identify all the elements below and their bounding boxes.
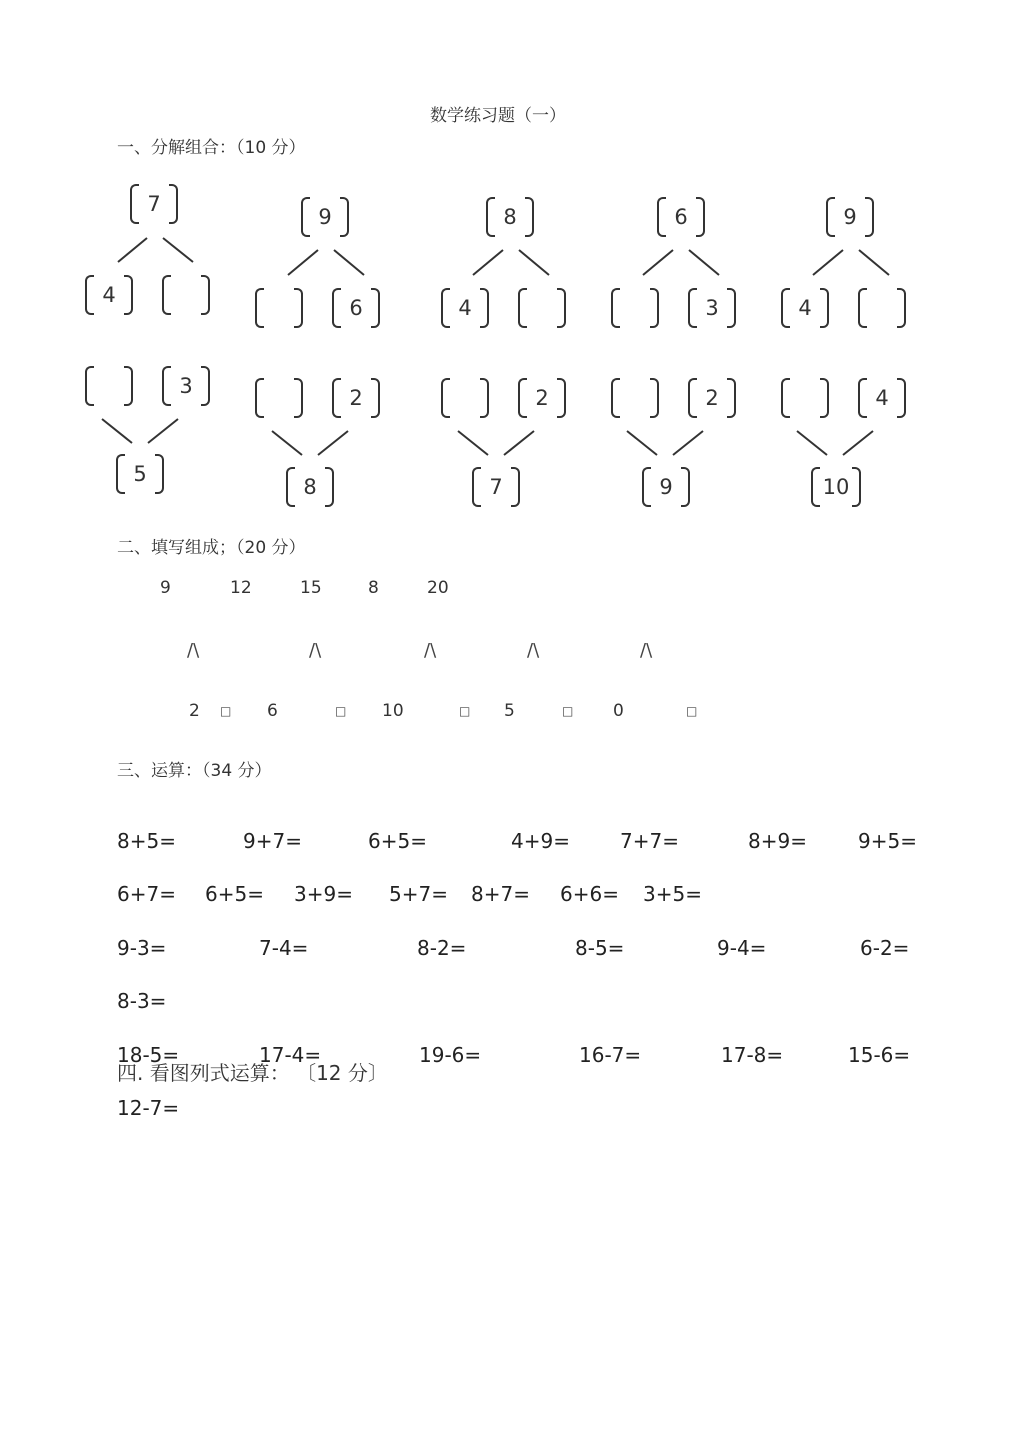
equation[interactable]: 6-2= — [860, 936, 910, 960]
blank-box[interactable]: □ — [686, 704, 698, 718]
answer-box[interactable]: 4 — [781, 288, 829, 328]
answer-box[interactable] — [441, 378, 489, 418]
answer-box[interactable] — [255, 378, 303, 418]
equation[interactable]: 18-5= — [117, 1043, 180, 1067]
composition-part: 2 — [189, 701, 200, 721]
composition-fork: /\ — [187, 640, 200, 661]
connector-line — [689, 250, 719, 275]
equation[interactable]: 12-7= — [117, 1096, 180, 1120]
equation[interactable]: 6+5= — [368, 829, 427, 853]
answer-box[interactable]: 3 — [688, 288, 736, 328]
page-title: 数学练习题（一） — [430, 106, 566, 126]
answer-box[interactable]: 3 — [162, 366, 210, 406]
answer-box[interactable] — [611, 378, 659, 418]
composition-fork: /\ — [309, 640, 322, 661]
equation[interactable]: 8-3= — [117, 989, 167, 1013]
blank-box[interactable]: □ — [459, 704, 471, 718]
answer-box[interactable]: 4 — [441, 288, 489, 328]
blank-box[interactable]: □ — [220, 704, 232, 718]
answer-box[interactable]: 9 — [301, 197, 349, 237]
equation[interactable]: 17-8= — [721, 1043, 784, 1067]
connector-line — [627, 431, 657, 455]
connector-line — [163, 238, 193, 262]
answer-box[interactable]: 8 — [486, 197, 534, 237]
equation[interactable]: 6+6= — [560, 882, 619, 906]
equation[interactable]: 3+9= — [294, 882, 353, 906]
connector-line — [318, 431, 348, 455]
equation[interactable]: 3+5= — [643, 882, 702, 906]
answer-box[interactable] — [858, 288, 906, 328]
connector-line — [102, 419, 132, 443]
composition-part: 5 — [504, 701, 515, 721]
answer-box[interactable]: 2 — [688, 378, 736, 418]
answer-box[interactable]: 6 — [332, 288, 380, 328]
section-2-heading: 二、填写组成；（20 分） — [117, 538, 306, 558]
composition-part: 10 — [382, 701, 404, 721]
equation[interactable]: 9+7= — [243, 829, 302, 853]
composition-part: 0 — [613, 701, 624, 721]
answer-box[interactable]: 2 — [518, 378, 566, 418]
equation[interactable]: 8+9= — [748, 829, 807, 853]
connector-line — [843, 431, 873, 455]
connector-line — [673, 431, 703, 455]
composition-total: 15 — [300, 578, 322, 598]
blank-box[interactable]: □ — [562, 704, 574, 718]
answer-box[interactable]: 4 — [858, 378, 906, 418]
answer-box[interactable] — [85, 366, 133, 406]
composition-total: 12 — [230, 578, 252, 598]
answer-box[interactable]: 7 — [472, 467, 520, 507]
composition-total: 20 — [427, 578, 449, 598]
composition-fork: /\ — [424, 640, 437, 661]
connector-line — [272, 431, 302, 455]
equation[interactable]: 9+5= — [858, 829, 917, 853]
equation[interactable]: 8-5= — [575, 936, 625, 960]
answer-box[interactable]: 8 — [286, 467, 334, 507]
connector-line — [118, 238, 147, 262]
composition-part: 6 — [267, 701, 278, 721]
equation[interactable]: 8+7= — [471, 882, 530, 906]
equation[interactable]: 15-6= — [848, 1043, 911, 1067]
equation[interactable]: 8+5= — [117, 829, 176, 853]
answer-box[interactable] — [518, 288, 566, 328]
connector-line — [643, 250, 673, 275]
connector-line — [473, 250, 503, 275]
section-1-heading: 一、分解组合：（10 分） — [117, 138, 306, 158]
equation[interactable]: 7+7= — [620, 829, 679, 853]
composition-fork: /\ — [527, 640, 540, 661]
answer-box[interactable] — [162, 275, 210, 315]
equation[interactable]: 6+7= — [117, 882, 176, 906]
connector-line — [334, 250, 364, 275]
answer-box[interactable]: 7 — [130, 184, 178, 224]
equation[interactable]: 9-4= — [717, 936, 767, 960]
connector-line — [458, 431, 488, 455]
connector-line — [148, 419, 178, 443]
connector-line — [519, 250, 549, 275]
equation[interactable]: 5+7= — [389, 882, 448, 906]
equation[interactable]: 8-2= — [417, 936, 467, 960]
composition-total: 8 — [368, 578, 379, 598]
answer-box[interactable]: 2 — [332, 378, 380, 418]
answer-box[interactable]: 4 — [85, 275, 133, 315]
section-3-heading: 三、运算：（34 分） — [117, 761, 272, 781]
answer-box[interactable] — [781, 378, 829, 418]
answer-box[interactable]: 10 — [811, 467, 861, 507]
section-4-heading: 四. 看图列式运算： 〔12 分〕 — [117, 1061, 388, 1085]
answer-box[interactable]: 9 — [826, 197, 874, 237]
answer-box[interactable] — [611, 288, 659, 328]
equation[interactable]: 9-3= — [117, 936, 167, 960]
connector-line — [797, 431, 827, 455]
equation[interactable]: 16-7= — [579, 1043, 642, 1067]
equation[interactable]: 6+5= — [205, 882, 264, 906]
connector-line — [504, 431, 534, 455]
answer-box[interactable]: 6 — [657, 197, 705, 237]
connector-line — [859, 250, 889, 275]
answer-box[interactable]: 5 — [116, 454, 164, 494]
composition-total: 9 — [160, 578, 171, 598]
equation[interactable]: 4+9= — [511, 829, 570, 853]
blank-box[interactable]: □ — [335, 704, 347, 718]
composition-fork: /\ — [640, 640, 653, 661]
answer-box[interactable]: 9 — [642, 467, 690, 507]
answer-box[interactable] — [255, 288, 303, 328]
equation[interactable]: 7-4= — [259, 936, 309, 960]
equation[interactable]: 17-4= — [259, 1043, 322, 1067]
connector-line — [288, 250, 318, 275]
equation[interactable]: 19-6= — [419, 1043, 482, 1067]
connector-line — [813, 250, 843, 275]
